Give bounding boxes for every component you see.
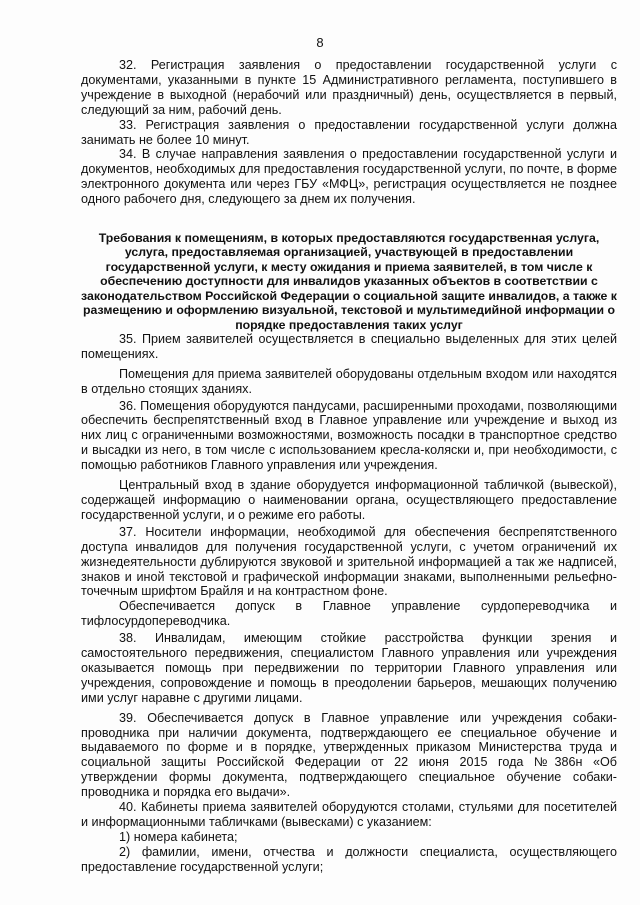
list-item: 2) фамилии, имени, отчества и должности специалиста, осуществляющего предоставление государственной услуги; [81, 844, 617, 874]
paragraph-33: 33. Регистрация заявления о предоставлении государственной услуги должна занимать не более 10 минут. [81, 117, 617, 147]
section-heading: Требования к помещениям, в которых предоставляются государственная услуга, услуга, предоставляемая организацией, участвующей в предоставлении государственной услуги, к месту ожидания и приема заявителей, в том числе к обеспечению доступности для инвалидов указанных объектов в соответствии с законодательством Российской Федерации о социальной защите инвалидов, а также к размещению и оформлению визуальной, текстовой и мультимедийной информации о порядке предоставления таких услуг [81, 231, 617, 332]
paragraph-38: 38. Инвалидам, имеющим стойкие расстройства функции зрения и самостоятельного передвижения, специалистом Главного управления или учреждения оказывается помощь при передвижении по территории Главного управления или учреждения, сопровождение и помощь в преодолении барьеров, мешающих получению ими услуг наравне с другими лицами. [81, 631, 617, 705]
paragraph-36: 36. Помещения оборудуются пандусами, расширенными проходами, позволяющими обеспечить беспрепятственный вход в Главное управление или учреждение и выход из них лиц с ограниченными возможностями, возможность посадки в транспортное средство и высадки из него, в том числе с использованием кресла-коляски и, при необходимости, с помощью работников Главного управления или учреждения. [81, 398, 617, 473]
paragraph-35: 35. Прием заявителей осуществляется в специально выделенных для этих целей помещениях. [81, 331, 617, 361]
paragraph-premises-entrance: Помещения для приема заявителей оборудованы отдельным входом или находятся в отдельно стоящих зданиях. [81, 366, 617, 396]
document-body [81, 58, 617, 875]
paragraph-39: 39. Обеспечивается допуск в Главное управление или учреждения собаки-проводника при наличии документа, подтверждающего ее специальное обучение и выдаваемого по форме и в порядке, утвержденных приказом Министерства труда и социальной защиты Российской Федерации от 22 июня 2015 года №386н «Об утверждении формы документа, подтверждающего специальное обучение собаки-проводника и порядка его выдачи». [81, 710, 617, 800]
paragraph-central-entrance: Центральный вход в здание оборудуется информационной табличкой (вывеской), содержащей информацию о наименовании органа, осуществляющего предоставление государственной услуги, и о режиме его работы. [81, 478, 617, 522]
paragraph-32: 32. Регистрация заявления о предоставлении государственной услуги с документами, указанными в пункте 15 Административного регламента, поступившего в учреждение в выходной (нерабочий или праздничный) день, осуществляется в первый, следующий за ним, рабочий день. [81, 58, 617, 117]
paragraph-interpreter-access: Обеспечивается допуск в Главное управление сурдопереводчика и тифлосурдопереводчика. [81, 599, 617, 629]
paragraph-37: 37. Носители информации, необходимой для обеспечения беспрепятственного доступа инвалидов для получения государственной услуги, с учетом ограничений их жизнедеятельности дублируются звуковой и зрительной информацией а так же надписей, знаков и иной текстовой и графической информации знаками, выполненными рельефно-точечным шрифтом Брайля и на контрастном фоне. [81, 524, 617, 599]
list-item: 1) номера кабинета; [119, 829, 238, 844]
page-number: 8 [316, 35, 324, 50]
paragraph-40: 40. Кабинеты приема заявителей оборудуются столами, стульями для посетителей и информационными табличками (вывесками) с указанием: [81, 800, 617, 829]
paragraph-34: 34. В случае направления заявления о предоставлении государственной услуги и документов, необходимых для предоставления государственной услуги, по почте, в форме электронного документа или через ГБУ «МФЦ», регистрация осуществляется не позднее одного рабочего дня, следующего за днем их получения. [81, 147, 617, 207]
